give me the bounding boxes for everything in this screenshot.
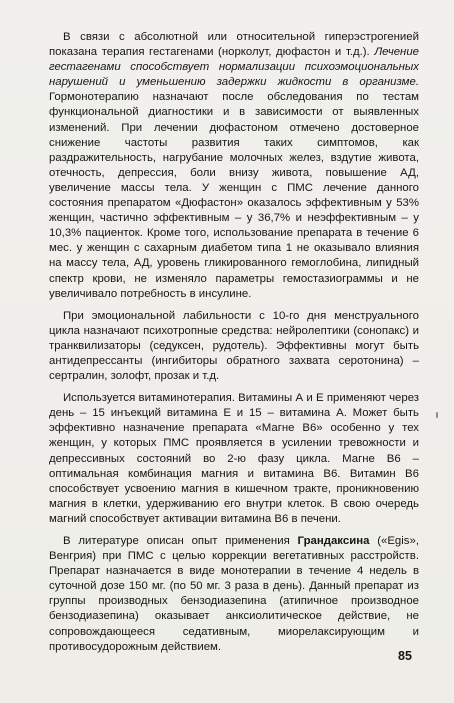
paragraph-vitamin-therapy <box>49 391 419 527</box>
body-text <box>49 30 419 655</box>
grandaxin-drug-name: Грандаксина <box>297 535 370 547</box>
gestagen-emphasis-text: Лечение гестагенами способствует нормализации психоэмоциональных нарушений и уменьшению задержки жидкости в организме. <box>49 46 419 89</box>
page-number: 85 <box>398 649 412 663</box>
grandaxin-intro-text: В литературе описан опыт применения <box>63 535 298 547</box>
psychotropic-text: При эмоциональной лабильности с 10-го дня менструального цикла назначают психотропные средства: нейролептики (сонопакс) и транквилизаторы (седуксен, рудотель). Эффективны могут быть антидепрессанты (ингибиторы обратного захвата серотонина) – сертралин, золофт, прозак и т.д. <box>49 309 419 383</box>
scan-mark <box>436 412 438 418</box>
paragraph-psychotropic-drugs <box>49 309 419 384</box>
gestagen-intro-text: В связи с абсолютной или относительной гиперэстрогенией показана терапия гестагенами (норколут, дюфастон и т.д.). <box>49 31 419 59</box>
grandaxin-details-text: («Egis», Венгрия) при ПМС с целью коррекции вегетативных расстройств. Препарат назначается в виде монотерапии в течение 4 недель в суточной дозе 150 мг. (по 50 мг. 3 раза в день). Данный препарат из группы производных бензодиазепина (атипичное производное бензодиазепина) оказывает анксиолитическое действие, не сопровождающееся седативным, миорелаксирующим и противосудорожным действием. <box>49 535 419 653</box>
vitamin-text: Используется витаминотерапия. Витамины А и Е применяют через день – 15 инъекций витамина Е и 15 – витамина А. Может быть эффективно назначение препарата «Магне В6» особенно у тех женщин, у которых ПМС проявляется в усилении тревожности и депрессивных состояний во 2-ю фазу цикла. Магне В6 – оптимальная комбинация магния и витамина В6. Витамин В6 способствует усвоению магния в кишечном тракте, проникновению магния в клетки, удерживанию его внутри клеток. В свою очередь магний способствует активации витамина В6 в печени. <box>49 392 419 525</box>
paragraph-grandaxin <box>49 534 419 655</box>
duphaston-results-text: Гормонотерапию назначают после обследования по тестам функциональной диагностики и в зависимости от выявленных изменений. При лечении дюфастоном отмечено достоверное снижение частоты развития таких симптомов, как раздражительность, нагрубание молочных желез, вздутие живота, отечность, депрессия, боли внизу живота, повышение АД, увеличение массы тела. У женщин с ПМС лечение данного состояния препаратом «Дюфастон» оказалось эффективным у 53% женщин, частично эффективным – у 36,7% и неэффективным – у 10,3% пациенток. Кроме того, использование препарата в течение 6 мес. у женщин с сахарным диабетом типа 1 не оказывало влияния на массу тела, АД, уровень гликированного гемоглобина, липидный спектр крови, не изменяло параметры гемостазиограммы и не увеличивало потребность в инсулине. <box>49 91 419 300</box>
paragraph-gestagen-therapy <box>49 30 419 302</box>
